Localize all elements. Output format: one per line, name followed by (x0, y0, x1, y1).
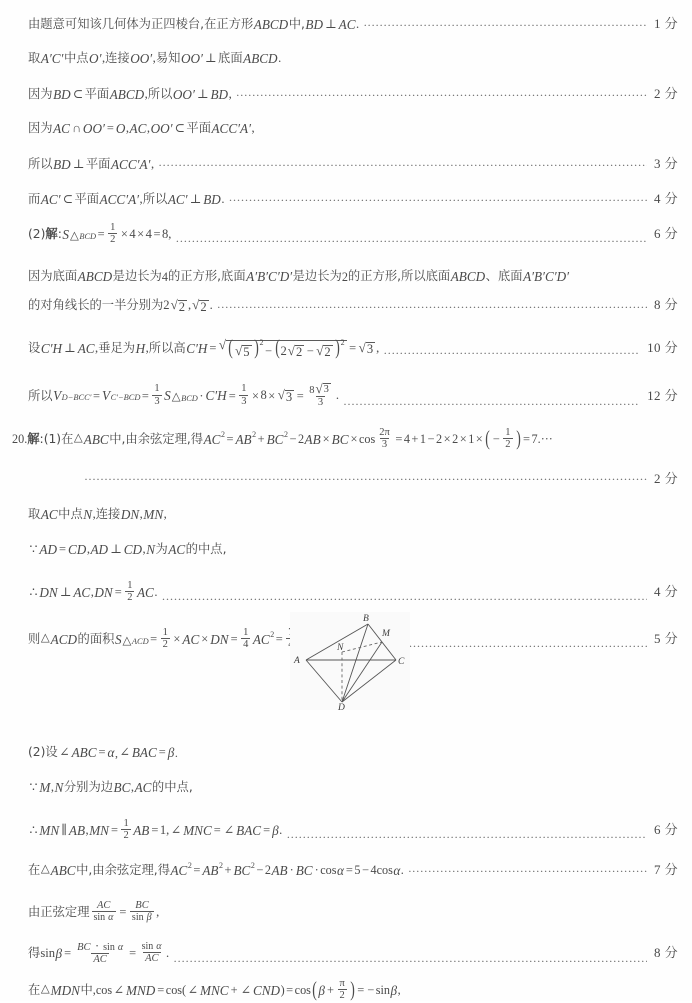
leader-dots (173, 956, 647, 966)
solution-line (0, 335, 692, 359)
score-marker: 4 分 (654, 584, 678, 600)
solution-line (0, 863, 692, 877)
solution-line (0, 543, 692, 556)
line-content: 由题意可知该几何体为正四棱台,在正方形 ABCD 中, BD ⊥ AC . (28, 16, 360, 32)
line-content: 在 △ MDN 中 ,cos ∠ MND = cos( ∠ MNC + ∠ CND ) = cos ( β + $\frac{\pi}{2}$ ) = − sin β , (28, 977, 401, 1002)
label-N: N (337, 643, 344, 653)
score-marker: 6 分 (654, 822, 678, 838)
leader-dots (343, 399, 640, 409)
score-marker: 12 分 (647, 387, 678, 403)
edge-B-D (342, 624, 368, 702)
solution-line (0, 472, 692, 485)
line-content: ∴ DN ⊥ AC , DN = $\frac{1}{2}$ AC . (29, 579, 158, 604)
geometry-figure-tetrahedron (290, 612, 410, 710)
solution-line (0, 298, 692, 313)
line-content: 20. 解 :(1)在 △ ABC 中,由余弦定理,得 AC 2 = AB 2 + BC 2 − 2 AB × BC × cos $\frac{2\pi}{3}$ = 4 + 1 − 2 × 2 × 1 × ( − $\frac{1}{2}$ ) = 7.··· (12, 426, 553, 451)
score-marker: 2 分 (654, 86, 678, 101)
solution-line (0, 382, 692, 410)
solution-line (0, 87, 692, 101)
leader-dots (363, 20, 647, 30)
line-content: 得 sin β = $\frac{\text{BC · sin α}}{AC}$ = $\frac{\text{sin α}}{AC}$ . (28, 938, 170, 966)
leader-dots (158, 160, 647, 170)
edge-A-B (306, 624, 368, 660)
line-content: 取 A′C′ 中点 O′ , 连接 OO′ , 易知 OO′ ⊥ 底面 ABCD . (28, 51, 282, 66)
solution-line (0, 270, 692, 283)
tetrahedron-svg (290, 612, 410, 710)
figure-labels (293, 614, 405, 710)
label-C: C (398, 657, 405, 667)
solution-line (0, 122, 692, 135)
line-content: 因为底面 ABCD 是边长为 4 的正方形,底面 A′B′C′D′ 是边长为 2 的正方形,所以底面 ABCD 、底面 A′B′C′D′ (28, 269, 570, 284)
line-content: 所以 V D−BCC′ = V C′−BCD = $\frac{1}{3}$ S △BCD · C′H = $\frac{1}{3}$ × 8 × √ 3 = 8 √ 3 3 . (28, 380, 339, 409)
score-marker: 8 分 (654, 297, 678, 313)
score-marker: 7 分 (654, 862, 678, 877)
score-marker: 6 分 (654, 226, 678, 242)
leader-dots (84, 474, 647, 484)
leader-dots (383, 348, 640, 358)
line-content: 因为 AC ∩ OO′ = O , AC , OO′ ⊂ 平面 ACC′A′ , (28, 121, 255, 136)
score-marker: 5 分 (654, 631, 678, 647)
solution-line (0, 52, 692, 65)
label-D: D (338, 703, 345, 710)
line-content: 因为 BD ⊂ 平面 ABCD , 所以 OO′ ⊥ BD , (28, 86, 232, 102)
solution-line (0, 157, 692, 171)
solution-line (0, 900, 692, 924)
score-marker: 1 分 (654, 16, 678, 31)
line-content: (2)设 ∠ ABC = α , ∠ BAC = β . (28, 745, 178, 760)
label-B: B (363, 614, 369, 624)
solution-line (0, 580, 692, 605)
leader-dots (236, 90, 647, 100)
line-content: (2) 解 : S △BCD = $\frac{1}{2}$ × 4 × 4 = 8, (28, 221, 172, 246)
leader-dots (286, 832, 647, 842)
leader-dots (161, 594, 647, 604)
solution-line (0, 427, 692, 452)
label-M: M (382, 629, 390, 639)
solution-line (0, 978, 692, 1003)
solution-line (0, 940, 692, 967)
edge-A-D (306, 660, 342, 702)
leader-dots (175, 236, 647, 246)
label-A: A (294, 656, 300, 666)
line-content: 则 △ ACD 的面积 S △ACD = $\frac{1}{2}$ × AC × DN = $\frac{1}{4}$ AC 2 = (28, 627, 301, 652)
line-content: 由正弦定理 $\frac{AC}{\text{sin α}}$ = $\frac{BC}{\text{sin β}}$ , (28, 899, 160, 924)
solution-line (0, 746, 692, 759)
score-marker: 4 分 (654, 191, 678, 206)
line-content: 而 AC′ ⊂ 平面 ACC′A′ , 所以 AC′ ⊥ BD . (28, 191, 225, 207)
line-content: 的对角线长的一半分别为 2 √ 2 , √ 2 . (28, 297, 213, 314)
score-marker: 8 分 (654, 945, 678, 961)
line-content: 取 AC 中点 N , 连接 DN , MN , (28, 507, 167, 522)
line-content: ∵ M , N 分别为边 BC , AC 的中点, (29, 780, 193, 795)
leader-dots (228, 195, 647, 205)
line-content: 在 △ ABC 中,由余弦定理,得 AC 2 = AB 2 + BC 2 − 2 AB · BC · cos α = 5 − 4cos α . (28, 861, 404, 878)
line-content: ∴ MN ∥ AB , MN = $\frac{1}{2}$ AB = 1, ∠ MNC = ∠ BAC = β . (29, 817, 283, 842)
line-content: ∵ AD = CD , AD ⊥ CD , N 为 AC 的中点, (29, 542, 227, 557)
solution-line (0, 508, 692, 521)
solution-line (0, 17, 692, 31)
edge-C-D (342, 660, 396, 702)
edge-M-D (342, 642, 382, 702)
line-content: 设 C′H ⊥ AC , 垂足为 H , 所以高 C′H = √ ( √ 5 )$^2$− (2 √ 2 − √ 2 )$^2$ = √ 3 , (28, 335, 380, 359)
score-marker: 3 分 (654, 156, 678, 171)
solution-line (0, 222, 692, 247)
solution-line (0, 781, 692, 794)
solution-line (0, 192, 692, 206)
score-marker: 2 分 (654, 471, 678, 486)
line-content: 所以 BD ⊥ 平面 ACC′A′ , (28, 156, 155, 172)
leader-dots (217, 302, 647, 312)
leader-dots (408, 866, 647, 876)
solution-line (0, 818, 692, 843)
score-marker: 10 分 (647, 340, 678, 356)
